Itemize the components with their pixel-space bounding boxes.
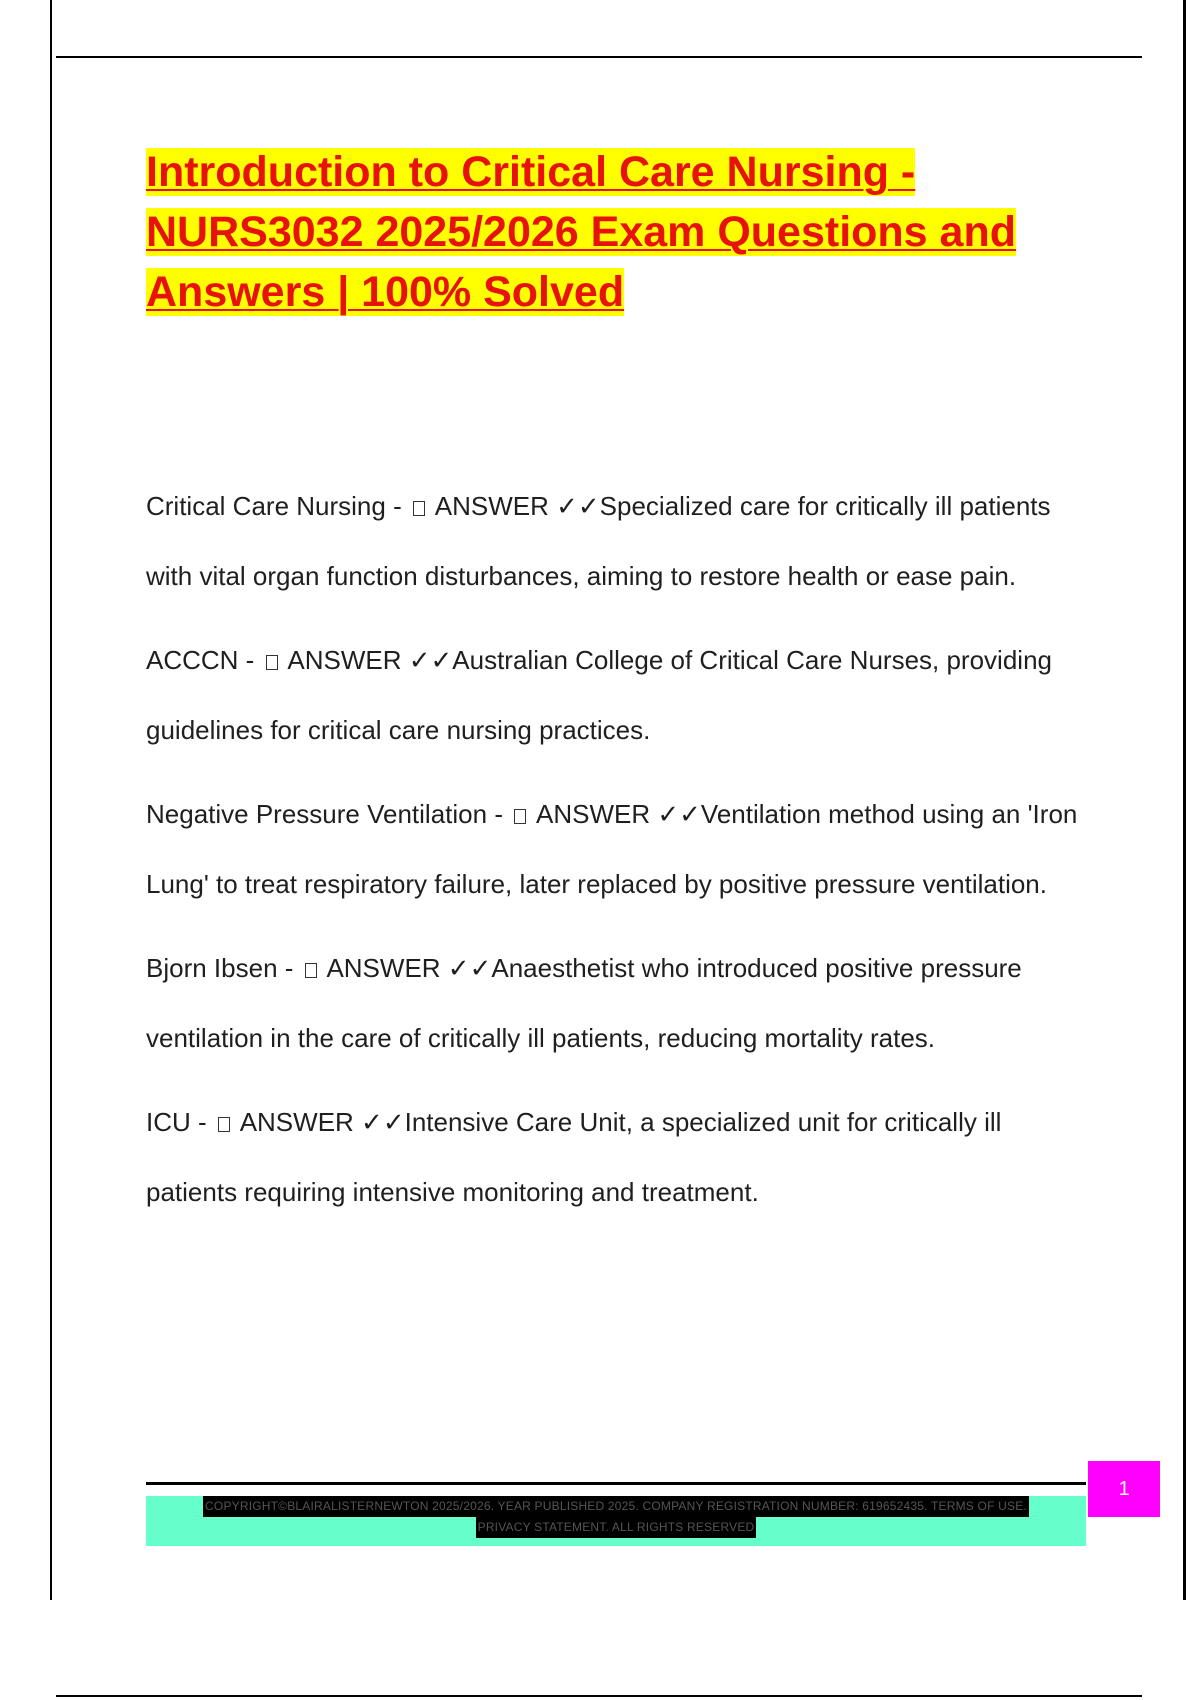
qa-item-acccn (146, 625, 1096, 765)
qa-answer: Ventilation method using an 'Iron Lung' to treat respiratory failure, later replaced by positive pressure ventilation. (146, 799, 1078, 899)
qa-item-negative-pressure-ventilation (146, 779, 1096, 919)
header-rule (56, 56, 1142, 58)
qa-answer: Anaesthetist who introduced positive pressure ventilation in the care of critically ill patients, reducing mortality rates. (146, 953, 1022, 1053)
qa-item-bjorn-ibsen (146, 933, 1096, 1073)
qa-answer: Australian College of Critical Care Nurses, providing guidelines for critical care nursing practices. (146, 645, 1052, 745)
page-left-border (50, 0, 52, 1600)
copyright-line-1: COPYRIGHT©BLAIRALISTERNEWTON 2025/2026. YEAR PUBLISHED 2025. COMPANY REGISTRATION NUMBER: 619652435. TERMS OF USE. (203, 1496, 1029, 1517)
page-number-badge: 1 (1088, 1461, 1160, 1517)
qa-term: ICU (146, 1107, 191, 1137)
page-right-border (1183, 0, 1186, 1600)
qa-answer: Intensive Care Unit, a specialized unit for critically ill patients requiring intensive monitoring and treatment. (146, 1107, 1002, 1207)
answer-marker: ANSWER ✓✓ (239, 1107, 405, 1137)
qa-separator: - (190, 1107, 214, 1137)
copyright-line-2: PRIVACY STATEMENT. ALL RIGHTS RESERVED (476, 1517, 757, 1538)
copyright-footer (146, 1496, 1086, 1546)
next-page-rule (56, 1695, 1142, 1697)
missing-glyph-icon (305, 963, 317, 978)
answer-marker: ANSWER ✓✓ (536, 799, 701, 829)
qa-separator: - (487, 799, 511, 829)
qa-term: Negative Pressure Ventilation (146, 799, 488, 829)
missing-glyph-icon (266, 655, 278, 670)
qa-term: Bjorn Ibsen (146, 953, 278, 983)
qa-answer: Specialized care for critically ill patients with vital organ function disturbances, aiming to restore health or ease pain. (146, 491, 1051, 591)
missing-glyph-icon (514, 809, 526, 824)
answer-marker: ANSWER ✓✓ (326, 953, 492, 983)
document-title-text: Introduction to Critical Care Nursing - NURS3032 2025/2026 Exam Questions and Answers | 100% Solved (146, 148, 1016, 316)
answer-marker: ANSWER ✓✓ (434, 491, 600, 521)
qa-term: ACCCN (146, 645, 239, 675)
qa-separator: - (385, 491, 409, 521)
missing-glyph-icon (218, 1117, 230, 1132)
qa-term: Critical Care Nursing (146, 491, 386, 521)
qa-list (146, 471, 1096, 1241)
missing-glyph-icon (413, 501, 425, 516)
qa-item-critical-care-nursing (146, 471, 1096, 611)
answer-marker: ANSWER ✓✓ (287, 645, 453, 675)
document-title (146, 142, 1076, 322)
qa-item-icu (146, 1087, 1096, 1227)
footer-rule (146, 1482, 1086, 1485)
qa-separator: - (277, 953, 301, 983)
qa-separator: - (238, 645, 262, 675)
